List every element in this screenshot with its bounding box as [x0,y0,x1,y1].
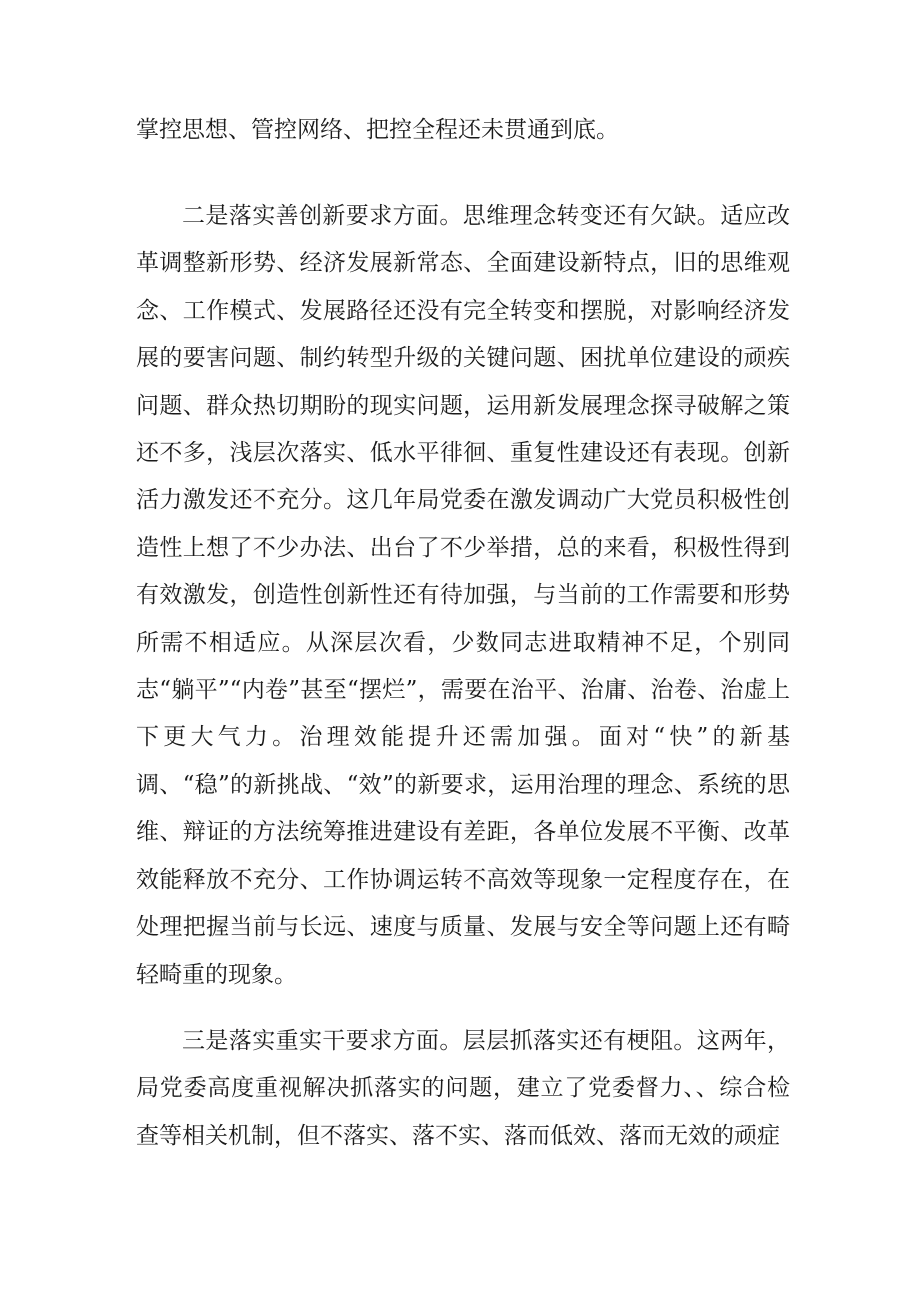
paragraph-2: 二是落实善创新要求方面。思维理念转变还有欠缺。适应改革调整新形势、经济发展新常态、全面建设新特点，旧的思维观念、工作模式、发展路径还没有完全转变和摆脱，对影响经济发展的要害问题、制约转型升级的关键问题、困扰单位建设的顽疾问题、群众热切期盼的现实问题，运用新发展理念探寻破解之策还不多，浅层次落实、低水平徘徊、重复性建设还有表现。创新活力激发还不充分。这几年局党委在激发调动广大党员积极性创造性上想了不少办法、出台了不少举措，总的来看，积极性得到有效激发，创造性创新性还有待加强，与当前的工作需要和形势所需不相适应。从深层次看，少数同志进取精神不足，个别同志“躺平”“内卷”甚至“摆烂”，需要在治平、治庸、治卷、治虚上下更大气力。治理效能提升还需加强。面对“快”的新基调、“稳”的新挑战、“效”的新要求，运用治理的理念、系统的思维、辩证的方法统筹推进建设有差距，各单位发展不平衡、改革效能释放不充分、工作协调运转不高效等现象一定程度存在，在处理把握当前与长远、速度与质量、发展与安全等问题上还有畸轻畸重的现象。 [136,203,790,988]
paragraph-1: 掌控思想、管控网络、把控全程还未贯通到底。 [136,117,619,143]
paragraph-3: 三是落实重实干要求方面。层层抓落实还有梗阻。这两年，局党委高度重视解决抓落实的问题，建立了党委督力、、综合检查等相关机制，但不落实、落不实、落而低效、落而无效的顽症 [136,1028,790,1149]
